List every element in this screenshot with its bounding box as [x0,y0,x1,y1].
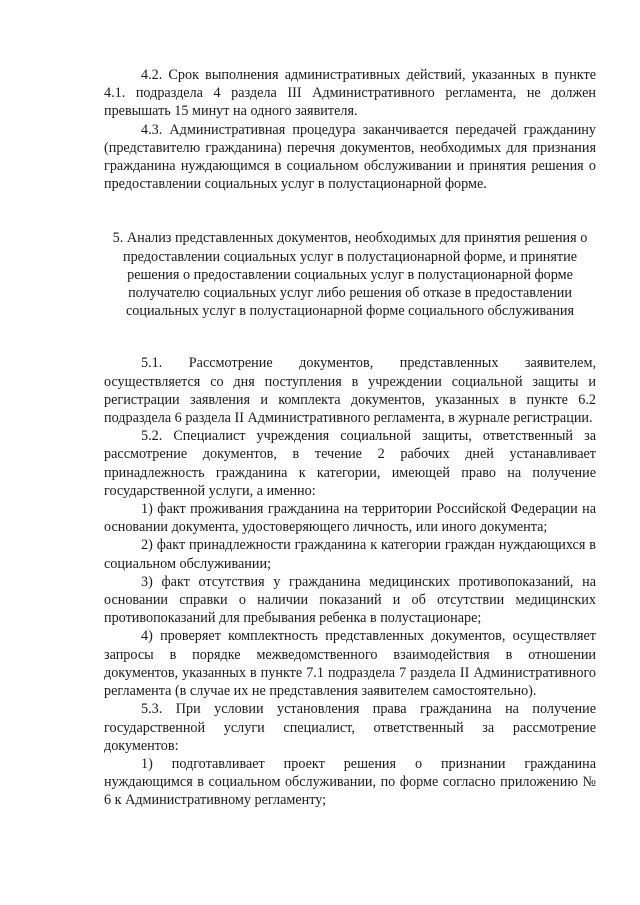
list-item-1: 1) факт проживания гражданина на территории Российской Федерации на основании документа, удостоверяющего личность, или иного документа; [104,501,596,536]
spacer [104,193,596,229]
document-page [104,66,596,810]
list-item-4: 4) проверяет комплектность представленных документов, осуществляет запросы в порядке межведомственного взаимодействия в отношении документов, указанных в пункте 7.1 подраздела 7 раздела II Административного регламента (в случае их не представления заявителем самостоятельно). [104,628,596,700]
list-item-2: 2) факт принадлежности гражданина к категории граждан нуждающихся в социальном обслуживании; [104,537,596,572]
paragraph-5-3: 5.3. При условии установления права гражданина на получение государственной услуги специалист, ответственный за рассмотрение документов: [104,701,596,754]
paragraph-4-3: 4.3. Административная процедура заканчивается передачей гражданину (представителю гражданина) перечня документов, необходимых для признания гражданина нуждающимся в социальном обслуживании и принятия решения о предоставлении социальных услуг в полустационарной форме. [104,121,596,193]
spacer [104,320,596,354]
list-item-3: 3) факт отсутствия у гражданина медицинских противопоказаний, на основании справки о наличии показаний и об отсутствии медицинских противопоказаний для пребывания ребенка в полустационаре; [104,573,596,627]
paragraph-4-2: 4.2. Срок выполнения административных действий, указанных в пункте 4.1. подраздела 4 раздела III Административного регламента, не должен превышать 15 минут на одного заявителя. [104,67,596,120]
paragraph-5-1: 5.1. Рассмотрение документов, представленных заявителем, осуществляется со дня поступления в учреждении социальной защиты и регистрации заявления и комплекта документов, указанных в пункте 6.2 подраздела 6 раздела II Административного регламента, в журнале регистрации. [104,355,596,427]
section-heading: 5. Анализ представленных документов, необходимых для принятия решения о предоставлении социальных услуг в полустационарной форме, и принятие решения о предоставлении социальных услуг в полустационарной форме получателю социальных услуг либо решения об отказе в предоставлении социальных услуг в полустационарной форме социального обслуживания [112,230,588,320]
paragraph-5-2: 5.2. Специалист учреждения социальной защиты, ответственный за рассмотрение документов, в течение 2 рабочих дней устанавливает принадлежность гражданина к категории, имеющей право на получение государственной услуги, а именно: [104,428,596,499]
list-item-5-3-1: 1) подготавливает проект решения о признании гражданина нуждающимся в социальном обслуживании, по форме согласно приложению № 6 к Административному регламенту; [104,755,596,809]
